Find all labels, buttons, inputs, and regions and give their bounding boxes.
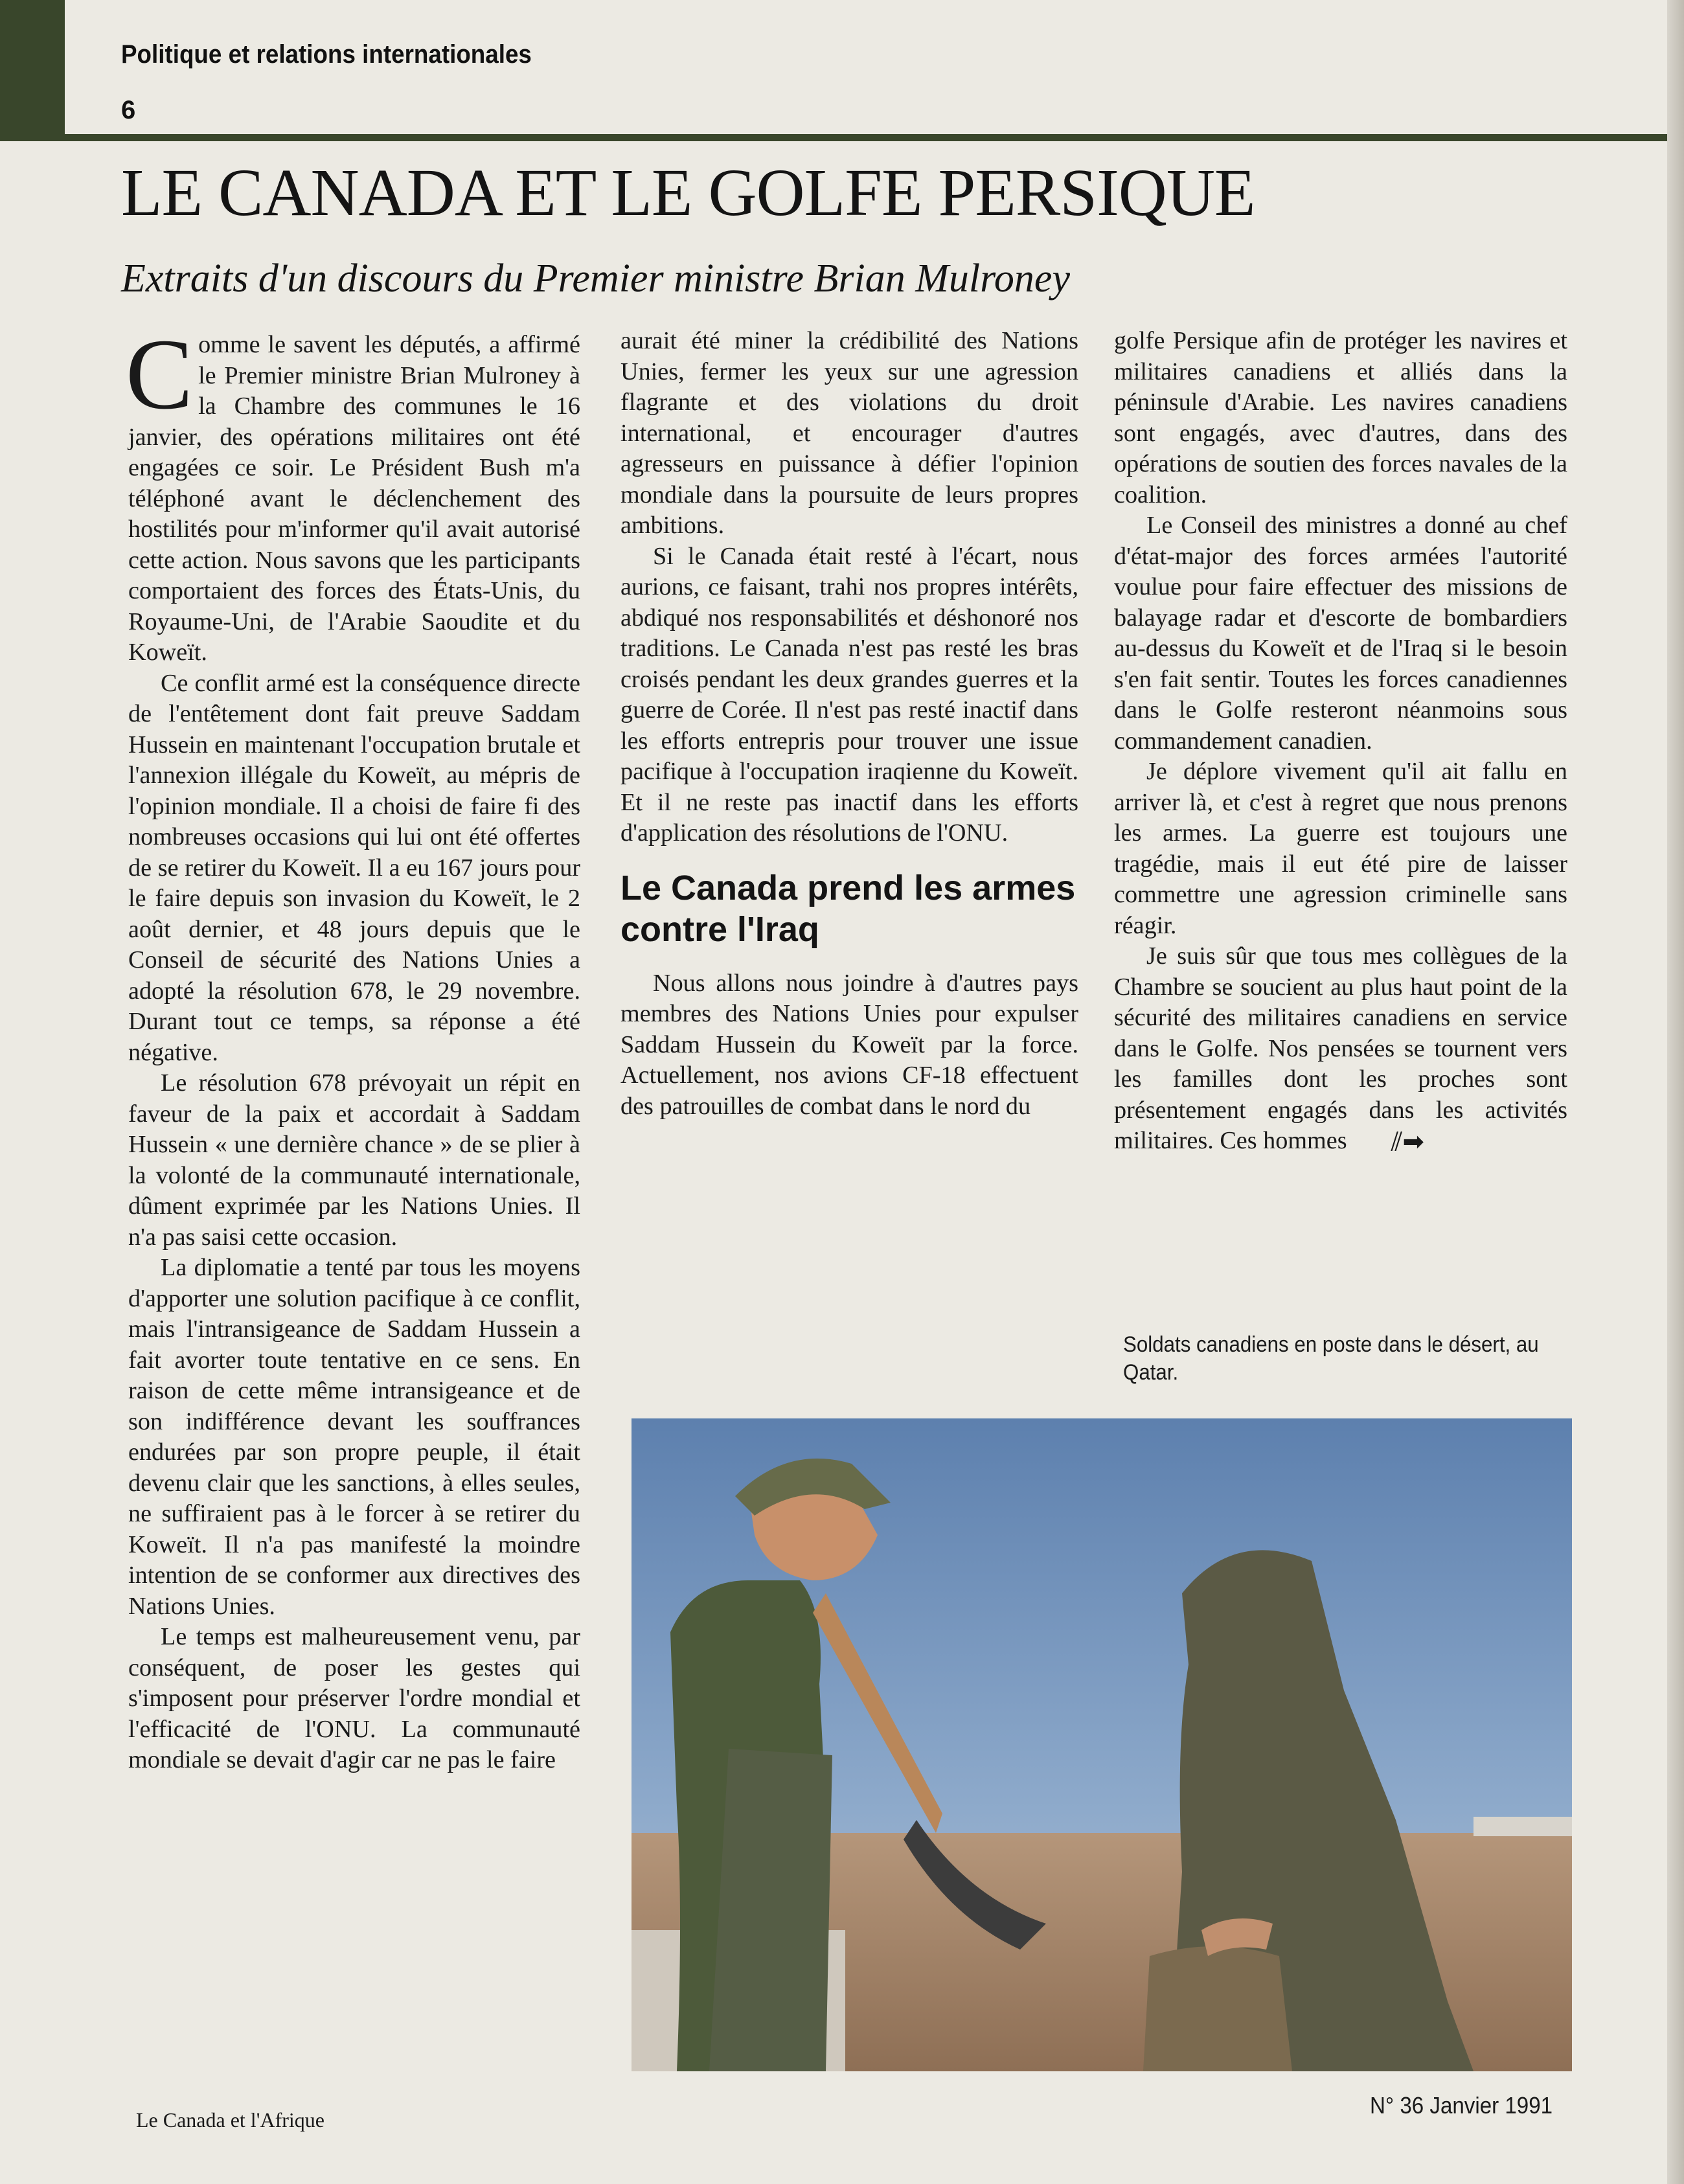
paragraph: La diplomatie a tenté par tous les moyens d'apporter une solution pacifique à ce conflit, mais l'intransigeance de Saddam Hussein a fait avorter toute tentative en ce sens. En raison de cette même intransigeance et de son indifférence devant les souffrances endurées par son propre peuple, il était devenu clair que les sanctions, à elles seules, ne suffiraient pas à le forcer à se retirer du Koweït. Il n'a pas manifesté la moindre intention de se conformer aux directives des Nations Unies. xyxy=(128,1254,580,1620)
article-subtitle: Extraits d'un discours du Premier ministre Brian Mulroney xyxy=(121,256,1070,301)
paragraph: Je déplore vivement qu'il ait fallu en arriver là, et c'est à regret que nous prenons les armes. La guerre est toujours une tragédie, mais il eut été pire de laisser commettre une agression criminelle sans réagir. xyxy=(1114,758,1567,939)
page-edge-shadow xyxy=(1667,0,1684,2184)
paragraph: Le Conseil des ministres a donné au chef d'état-major des forces armées l'autorité voulue pour faire effectuer des missions de balayage radar et d'escorte de bombardiers au-dessus du Koweït et de l'Iraq si le besoin s'en fait sentir. Toutes les forces canadiennes dans le Golfe resteront néanmoins sous commandement canadien. xyxy=(1114,512,1567,755)
drop-cap: C xyxy=(126,318,194,430)
paragraph: Le résolution 678 prévoyait un répit en faveur de la paix et accordait à Saddam Hussein « une dernière chance » de se plier à la volonté de la communauté internationale, dûment exprimée par les Nations Unies. Il n'a pas saisi cette occasion. xyxy=(128,1069,580,1251)
paragraph: Nous allons nous joindre à d'autres pays membres des Nations Unies pour expulser Saddam Hussein du Koweït par la force. Actuellement, nos avions CF-18 effectuent des patrouilles de combat dans le nord du xyxy=(620,969,1078,1120)
paragraph: golfe Persique afin de protéger les navires et militaires canadiens et alliés dans la péninsule d'Arabie. Les navires canadiens sont engagés, avec d'autres, dans des opérations de soutien des forces navales de la coalition. xyxy=(1114,327,1567,508)
header-rule xyxy=(65,134,1684,141)
text-column-2 xyxy=(620,326,1078,1122)
text-column-1 xyxy=(126,318,580,2027)
paragraph-text: Je suis sûr que tous mes collègues de la Chambre se soucient au plus haut point de la sécurité des militaires canadiens en service dans le Golfe. Nos pensées se tournent vers les familles dont les proches sont présentement engagés dans les activités militaires. Ces hommes xyxy=(1114,942,1567,1154)
photo-caption: Soldats canadiens en poste dans le désert, au Qatar. xyxy=(1123,1332,1539,1385)
article-title: LE CANADA ET LE GOLFE PERSIQUE xyxy=(121,155,1255,230)
paragraph: Le temps est malheureusement venu, par conséquent, de poser les gestes qui s'imposent pour préserver l'ordre mondial et l'efficacité de l'ONU. La communauté mondiale se devait d'agir car ne pas le faire xyxy=(128,1623,580,1773)
paragraph xyxy=(126,318,580,668)
paragraph xyxy=(1114,941,1567,1158)
paragraph: aurait été miner la crédibilité des Nations Unies, fermer les yeux sur une agression flagrante et des violations du droit international, et encourager d'autres agresseurs en puissance à défier l'opinion mondiale dans la poursuite de leurs propres ambitions. xyxy=(620,327,1078,539)
text-column-3 xyxy=(1114,326,1567,1158)
publication-name: Le Canada et l'Afrique xyxy=(136,2108,324,2132)
soldiers-photo xyxy=(632,1418,1572,2071)
subheading: Le Canada prend les armes contre l'Iraq xyxy=(620,868,1076,949)
section-heading: Politique et relations internationales xyxy=(121,40,532,69)
issue-info: N° 36 Janvier 1991 xyxy=(1370,2092,1553,2119)
page-number: 6 xyxy=(121,96,136,124)
arrow-right-icon: ⫽➡ xyxy=(1391,1127,1424,1157)
paragraph: Si le Canada était resté à l'écart, nous aurions, ce faisant, trahi nos propres intérêts, abdiqué nos responsabilités et déshonoré nos traditions. Le Canada n'est pas resté les bras croisés pendant les deux grandes guerres et la guerre de Corée. Il n'est pas resté inactif dans les efforts entrepris pour trouver une issue pacifique à l'occupation iraqienne du Koweït. Et il ne reste pas inactif dans les efforts d'application des résolutions de l'ONU. xyxy=(620,542,1078,847)
section-tab xyxy=(0,0,65,141)
paragraph-text: omme le savent les députés, a affirmé le Premier ministre Brian Mulroney à la Chambre des communes le 16 janvier, des opérations militaires ont été engagées ce soir. Le Président Bush m'a téléphoné avant le déclenchement des hostilités pour m'informer qu'il avait autorisé cette action. Nous savons que les participants comportaient des forces des États-Unis, du Royaume-Uni, de l'Arabie Saoudite et du Koweït. xyxy=(128,331,580,666)
paragraph: Ce conflit armé est la conséquence directe de l'entêtement dont fait preuve Saddam Hussein en maintenant l'occupation brutale et l'annexion illégale du Koweït, au mépris de l'opinion mondiale. Il a choisi de faire fi des nombreuses occasions qui lui ont été offertes de se retirer du Koweït. Il a eu 167 jours pour le faire depuis son invasion du Koweït, le 2 août dernier, et 48 jours depuis que le Conseil de sécurité des Nations Unies a adopté la résolution 678, le 29 novembre. Durant tout ce temps, sa réponse a été négative. xyxy=(128,669,580,1066)
